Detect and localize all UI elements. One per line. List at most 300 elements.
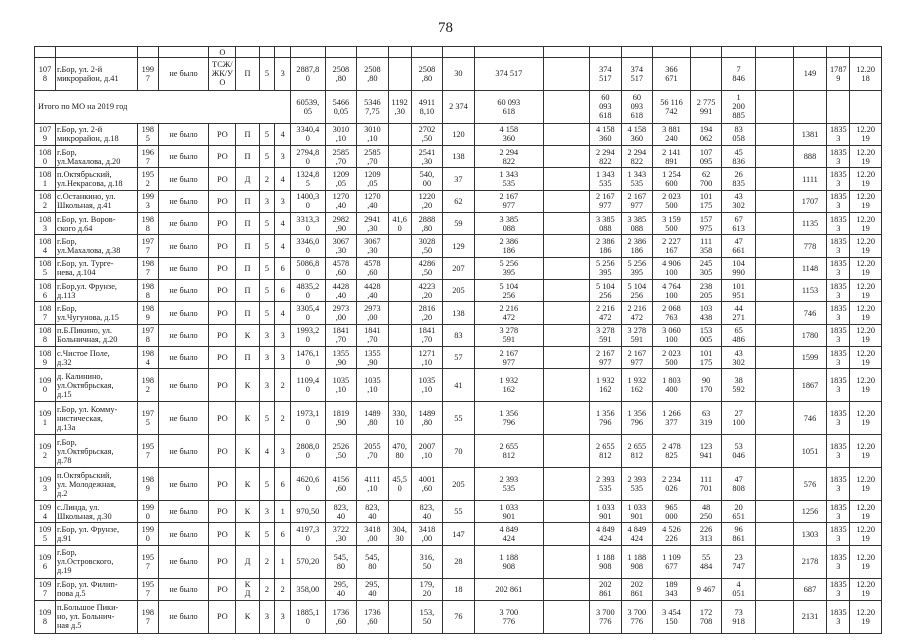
table-cell: 2973 ,00 — [325, 302, 356, 324]
table-cell: 1270 ,40 — [357, 190, 388, 212]
table-cell: 5086,8 0 — [291, 257, 326, 279]
table-cell — [755, 468, 793, 501]
table-cell: 3010 ,10 — [357, 123, 388, 145]
table-cell: 374 517 — [474, 58, 543, 91]
table-cell: 3 060 100 — [653, 324, 691, 346]
table-cell: 3 278 591 — [474, 324, 543, 346]
table-cell: 374 517 — [590, 58, 621, 91]
table-cell: 1489 ,80 — [357, 402, 388, 435]
table-cell: 3028 ,50 — [411, 235, 442, 257]
table-cell: 5 — [259, 523, 275, 545]
table-cell: не было — [158, 213, 208, 235]
table-cell: 198 8 — [137, 213, 158, 235]
table-cell: РО — [209, 600, 236, 633]
table-cell: 199 3 — [137, 190, 158, 212]
table-cell: 1209 ,05 — [357, 168, 388, 190]
table-cell: 157 975 — [690, 213, 721, 235]
table-cell: 1355 ,90 — [325, 347, 356, 369]
table-cell: 5 104 256 — [621, 280, 652, 302]
table-cell — [388, 190, 411, 212]
table-cell: 3 — [275, 347, 291, 369]
table-cell — [690, 58, 721, 91]
table-cell — [755, 257, 793, 279]
table-cell: 3 700 776 — [621, 600, 652, 633]
table-cell: 1153 — [793, 280, 827, 302]
table-cell: 43 302 — [722, 190, 756, 212]
table-cell: 1270 ,40 — [325, 190, 356, 212]
table-cell: 26 835 — [722, 168, 756, 190]
table-cell: 1 109 677 — [653, 545, 691, 578]
table-cell: 205 — [443, 280, 474, 302]
table-cell: 5 — [259, 402, 275, 435]
table-cell: П — [236, 347, 259, 369]
table-cell — [388, 257, 411, 279]
table-cell: п.Большое Пики- но, ул. Больнич- ная д.5 — [55, 600, 137, 633]
table-cell: 27 100 — [722, 402, 756, 435]
table-cell: не было — [158, 578, 208, 600]
table-cell: 1 932 162 — [474, 369, 543, 402]
table-cell: 2 655 812 — [590, 435, 621, 468]
table-cell: 60 093 618 — [474, 90, 543, 123]
table-cell: 2007 ,10 — [411, 435, 442, 468]
table-cell: 3 454 150 — [653, 600, 691, 633]
table-row — [35, 235, 882, 257]
table-cell: 1 033 901 — [621, 501, 652, 523]
table-cell: 2 — [275, 369, 291, 402]
table-cell: 3 — [275, 435, 291, 468]
table-row — [35, 523, 882, 545]
table-cell: 1835 3 — [827, 168, 850, 190]
table-cell: 5 — [259, 146, 275, 168]
table-row — [35, 324, 882, 346]
table-cell: 2 655 812 — [474, 435, 543, 468]
table-cell: 41,6 0 — [388, 213, 411, 235]
table-cell: 12.20 19 — [850, 235, 882, 257]
table-cell — [543, 123, 589, 145]
table-cell: 1 803 400 — [653, 369, 691, 402]
table-cell — [755, 402, 793, 435]
table-cell: 44 271 — [722, 302, 756, 324]
table-cell: не было — [158, 302, 208, 324]
table-cell: 2 393 535 — [590, 468, 621, 501]
table-cell: 4 — [275, 123, 291, 145]
table-cell: П — [236, 58, 259, 91]
table-cell: 5 — [259, 280, 275, 302]
table-row — [35, 402, 882, 435]
table-cell: 3067 ,30 — [357, 235, 388, 257]
table-cell: 540, 00 — [411, 168, 442, 190]
table-cell: 109 8 — [35, 600, 56, 633]
table-cell: Д — [236, 168, 259, 190]
table-cell: 123 941 — [690, 435, 721, 468]
table-cell: 2 216 472 — [474, 302, 543, 324]
table-cell: не было — [158, 280, 208, 302]
table-cell: 2 167 977 — [474, 347, 543, 369]
table-row — [35, 58, 882, 91]
table-cell: 1271 ,10 — [411, 347, 442, 369]
table-cell — [543, 190, 589, 212]
table-cell: 1135 — [793, 213, 827, 235]
table-cell: 1835 3 — [827, 501, 850, 523]
table-cell: 195 7 — [137, 435, 158, 468]
table-cell: 1111 — [793, 168, 827, 190]
table-cell — [543, 324, 589, 346]
table-cell: 2 234 026 — [653, 468, 691, 501]
table-cell: 199 0 — [137, 523, 158, 545]
table-cell — [543, 578, 589, 600]
table-cell: 4 — [275, 302, 291, 324]
table-cell: 1835 3 — [827, 402, 850, 435]
table-cell: 103 438 — [690, 302, 721, 324]
table-cell — [543, 435, 589, 468]
table-cell: 55 — [443, 501, 474, 523]
table-cell: 2887,8 0 — [291, 58, 326, 91]
table-cell: П — [236, 190, 259, 212]
table-cell: 198 8 — [137, 280, 158, 302]
table-cell: г.Бор, ул. Турге- нева, д.104 — [55, 257, 137, 279]
table-cell — [755, 280, 793, 302]
table-cell — [388, 235, 411, 257]
table-cell: г.Бор, ул.Чугунова, д.15 — [55, 302, 137, 324]
table-cell: 4 906 100 — [653, 257, 691, 279]
table-cell: П — [236, 213, 259, 235]
table-cell: 6 — [275, 468, 291, 501]
table-cell: 1035 ,10 — [357, 369, 388, 402]
table-cell: 120 — [443, 123, 474, 145]
table-cell: 5466 0,05 — [325, 90, 356, 123]
table-cell — [388, 369, 411, 402]
table-cell: 5346 7,75 — [357, 90, 388, 123]
register-document — [34, 46, 882, 634]
table-cell: 107 9 — [35, 123, 56, 145]
table-cell: 374 517 — [621, 58, 652, 91]
table-cell: 198 2 — [137, 369, 158, 402]
table-cell: 202 861 — [474, 578, 543, 600]
table-cell: 1835 3 — [827, 545, 850, 578]
table-cell: 45 836 — [722, 146, 756, 168]
table-cell: 2 294 822 — [474, 146, 543, 168]
table-cell: 3722 ,30 — [325, 523, 356, 545]
table-cell: 12.20 19 — [850, 523, 882, 545]
table-cell — [543, 402, 589, 435]
table-cell: РО — [209, 146, 236, 168]
table-cell: РО — [209, 435, 236, 468]
table-cell: 6 — [275, 257, 291, 279]
table-cell: 6 — [275, 523, 291, 545]
table-cell: 202 861 — [590, 578, 621, 600]
table-cell: не было — [158, 146, 208, 168]
table-cell: 823, 40 — [357, 501, 388, 523]
table-row — [35, 545, 882, 578]
table-cell: 3 — [275, 190, 291, 212]
table-cell: 1 — [275, 545, 291, 578]
table-cell — [543, 257, 589, 279]
table-cell: 2 374 — [443, 90, 474, 123]
table-cell: 4286 ,50 — [411, 257, 442, 279]
table-cell: 5 — [259, 213, 275, 235]
table-row — [35, 435, 882, 468]
table-cell: 129 — [443, 235, 474, 257]
table-cell: 108 5 — [35, 257, 56, 279]
table-cell: 2 478 825 — [653, 435, 691, 468]
table-cell: 1835 3 — [827, 280, 850, 302]
table-cell: 1835 3 — [827, 146, 850, 168]
table-cell: г.Бор, ул. 2-й микрорайон, д.41 — [55, 58, 137, 91]
table-row — [35, 501, 882, 523]
table-cell — [755, 90, 793, 123]
table-cell: 4001 ,60 — [411, 468, 442, 501]
table-cell — [755, 302, 793, 324]
table-cell — [388, 280, 411, 302]
table-cell: 90 170 — [690, 369, 721, 402]
table-cell — [755, 58, 793, 91]
table-cell: П — [236, 123, 259, 145]
table-cell: 108 8 — [35, 324, 56, 346]
table-cell: 108 9 — [35, 347, 56, 369]
table-cell — [388, 347, 411, 369]
table-cell: 1 343 535 — [474, 168, 543, 190]
table-cell: 108 1 — [35, 168, 56, 190]
table-cell: 73 918 — [722, 600, 756, 633]
table-cell: РО — [209, 168, 236, 190]
table-cell: 470, 80 — [388, 435, 411, 468]
table-cell: 4 849 424 — [590, 523, 621, 545]
table-cell: РО — [209, 402, 236, 435]
table-cell: 198 9 — [137, 302, 158, 324]
table-cell: 2 — [275, 402, 291, 435]
table-cell — [543, 369, 589, 402]
header-row — [35, 47, 882, 58]
table-cell: 4428 ,40 — [357, 280, 388, 302]
table-cell: 746 — [793, 402, 827, 435]
table-cell: РО — [209, 257, 236, 279]
table-cell: 108 6 — [35, 280, 56, 302]
table-cell: 778 — [793, 235, 827, 257]
table-cell: 2 386 186 — [474, 235, 543, 257]
table-cell: г.Бор, ул. Комму- нистическая, д.13а — [55, 402, 137, 435]
table-cell: 2585 ,70 — [357, 146, 388, 168]
table-cell: 2973 ,00 — [357, 302, 388, 324]
table-cell: не было — [158, 324, 208, 346]
table-cell: 1835 3 — [827, 347, 850, 369]
table-cell: 7 846 — [722, 58, 756, 91]
table-cell: 1381 — [793, 123, 827, 145]
table-cell: 2794,8 0 — [291, 146, 326, 168]
table-cell: 2541 ,30 — [411, 146, 442, 168]
table-cell: 3 — [259, 190, 275, 212]
table-cell: 4111 ,10 — [357, 468, 388, 501]
table-cell: д. Калинино, ул.Октябрьская, д.15 — [55, 369, 137, 402]
table-cell: п.Октябрьский, ул. Молодежная, д.2 — [55, 468, 137, 501]
table-cell: 304, 30 — [388, 523, 411, 545]
table-cell: 1835 3 — [827, 523, 850, 545]
table-cell: 38 592 — [722, 369, 756, 402]
table-cell: 194 062 — [690, 123, 721, 145]
table-cell: 198 7 — [137, 600, 158, 633]
table-cell: 2178 — [793, 545, 827, 578]
table-cell: 18 — [443, 578, 474, 600]
table-cell: 4 849 424 — [474, 523, 543, 545]
table-cell: 4578 ,60 — [325, 257, 356, 279]
table-cell: 3 385 088 — [590, 213, 621, 235]
table-cell: 4578 ,60 — [357, 257, 388, 279]
table-cell: П — [236, 257, 259, 279]
table-cell: 2 775 991 — [690, 90, 721, 123]
table-cell — [543, 468, 589, 501]
table-cell: 108 2 — [35, 190, 56, 212]
table-cell: 2 294 822 — [621, 146, 652, 168]
table-cell: п.Октябрьский, ул.Некрасова, д.18 — [55, 168, 137, 190]
table-cell: 101 951 — [722, 280, 756, 302]
table-cell: 47 661 — [722, 235, 756, 257]
table-cell: 1 200 885 — [722, 90, 756, 123]
table-cell: 1192 ,30 — [388, 90, 411, 123]
table-cell: 198 4 — [137, 347, 158, 369]
table-cell: 179, 20 — [411, 578, 442, 600]
table-cell: 3 — [259, 324, 275, 346]
table-cell: 1835 3 — [827, 435, 850, 468]
table-cell: РО — [209, 324, 236, 346]
table-cell: 2 393 535 — [621, 468, 652, 501]
table-cell: 4 051 — [722, 578, 756, 600]
table-cell: 108 4 — [35, 235, 56, 257]
table-cell: 101 175 — [690, 347, 721, 369]
table-cell — [543, 235, 589, 257]
table-cell: 3 278 591 — [621, 324, 652, 346]
table-cell — [850, 90, 882, 123]
table-cell: 41 — [443, 369, 474, 402]
table-cell: 1867 — [793, 369, 827, 402]
table-cell: П — [236, 235, 259, 257]
table-cell: 2 216 472 — [590, 302, 621, 324]
table-cell: 153, 50 — [411, 600, 442, 633]
table-cell: К — [236, 501, 259, 523]
page-number: 78 — [438, 20, 453, 36]
table-cell: 1 188 908 — [474, 545, 543, 578]
table-cell: 545, 80 — [325, 545, 356, 578]
table-cell: 1 356 796 — [590, 402, 621, 435]
table-cell: 1 356 796 — [621, 402, 652, 435]
table-cell: 9 467 — [690, 578, 721, 600]
table-cell: 295, 40 — [325, 578, 356, 600]
table-cell: 2 227 167 — [653, 235, 691, 257]
table-cell: 1835 3 — [827, 123, 850, 145]
table-cell: 2 — [259, 168, 275, 190]
table-cell: РО — [209, 302, 236, 324]
table-cell: РО — [209, 213, 236, 235]
table-cell: 63 319 — [690, 402, 721, 435]
table-cell: не было — [158, 402, 208, 435]
table-cell: 3418 ,00 — [411, 523, 442, 545]
table-cell: 108 7 — [35, 302, 56, 324]
table-cell: 12.20 19 — [850, 190, 882, 212]
table-cell: 47 808 — [722, 468, 756, 501]
table-cell — [755, 523, 793, 545]
table-cell — [755, 324, 793, 346]
table-cell: 4 158 360 — [474, 123, 543, 145]
table-cell: 205 — [443, 468, 474, 501]
table-cell: 12.20 19 — [850, 545, 882, 578]
summary-label: Итого по МО на 2019 год — [35, 90, 291, 123]
table-cell: 4911 8,10 — [411, 90, 442, 123]
table-cell: 109 0 — [35, 369, 56, 402]
table-cell: 96 861 — [722, 523, 756, 545]
table-cell: 12.20 19 — [850, 257, 882, 279]
table-cell: 2982 ,90 — [325, 213, 356, 235]
table-cell: 12.20 19 — [850, 369, 882, 402]
table-cell: г.Бор, ул.Островского, д.19 — [55, 545, 137, 578]
table-cell: 3 385 088 — [621, 213, 652, 235]
table-row — [35, 146, 882, 168]
table-cell: 2 141 891 — [653, 146, 691, 168]
table-cell: 199 0 — [137, 501, 158, 523]
table-cell — [388, 578, 411, 600]
table-cell: 1835 3 — [827, 213, 850, 235]
table-cell — [388, 545, 411, 578]
table-cell: 1707 — [793, 190, 827, 212]
table-cell: 1109,4 0 — [291, 369, 326, 402]
table-cell: 1035 ,10 — [325, 369, 356, 402]
table-cell — [388, 501, 411, 523]
table-cell: РО — [209, 578, 236, 600]
table-cell: 1 — [275, 501, 291, 523]
table-cell: 3 — [275, 146, 291, 168]
table-cell — [388, 302, 411, 324]
table-cell: 5 — [259, 302, 275, 324]
table-cell — [543, 302, 589, 324]
table-cell: 4 — [259, 435, 275, 468]
table-cell: 1787 9 — [827, 58, 850, 91]
table-cell: 226 313 — [690, 523, 721, 545]
table-cell: 5 — [259, 123, 275, 145]
table-cell: 545, 80 — [357, 545, 388, 578]
table-row — [35, 280, 882, 302]
table-cell: 12.20 19 — [850, 578, 882, 600]
table-cell: 1835 3 — [827, 257, 850, 279]
table-cell: 3 700 776 — [474, 600, 543, 633]
table-cell: 1489 ,80 — [411, 402, 442, 435]
table-cell: 1035 ,10 — [411, 369, 442, 402]
table-cell: 3010 ,10 — [325, 123, 356, 145]
table-cell: 153 005 — [690, 324, 721, 346]
table-cell: 4 764 100 — [653, 280, 691, 302]
table-cell: 1476,1 0 — [291, 347, 326, 369]
table-cell: 5 — [259, 257, 275, 279]
table-cell: 3 — [259, 347, 275, 369]
table-cell: 57 — [443, 347, 474, 369]
table-cell: 2 216 472 — [621, 302, 652, 324]
table-cell — [755, 578, 793, 600]
table-cell: 4197,3 0 — [291, 523, 326, 545]
table-cell: 295, 40 — [357, 578, 388, 600]
table-cell: 1051 — [793, 435, 827, 468]
table-cell — [755, 600, 793, 633]
table-cell: 4156 ,60 — [325, 468, 356, 501]
table-cell: 6 — [275, 280, 291, 302]
table-cell: 1 033 901 — [590, 501, 621, 523]
table-cell: не было — [158, 369, 208, 402]
table-cell: 37 — [443, 168, 474, 190]
table-cell: г.Бор, ул.Октябрьская, д.78 — [55, 435, 137, 468]
table-cell: 111 701 — [690, 468, 721, 501]
table-row — [35, 168, 882, 190]
table-cell: г.Бор, ул. Воров- ского д.64 — [55, 213, 137, 235]
table-cell: РО — [209, 123, 236, 145]
table-cell: 189 343 — [653, 578, 691, 600]
table-cell: 5 — [259, 58, 275, 91]
table-cell: 1599 — [793, 347, 827, 369]
table-cell: 3067 ,30 — [325, 235, 356, 257]
